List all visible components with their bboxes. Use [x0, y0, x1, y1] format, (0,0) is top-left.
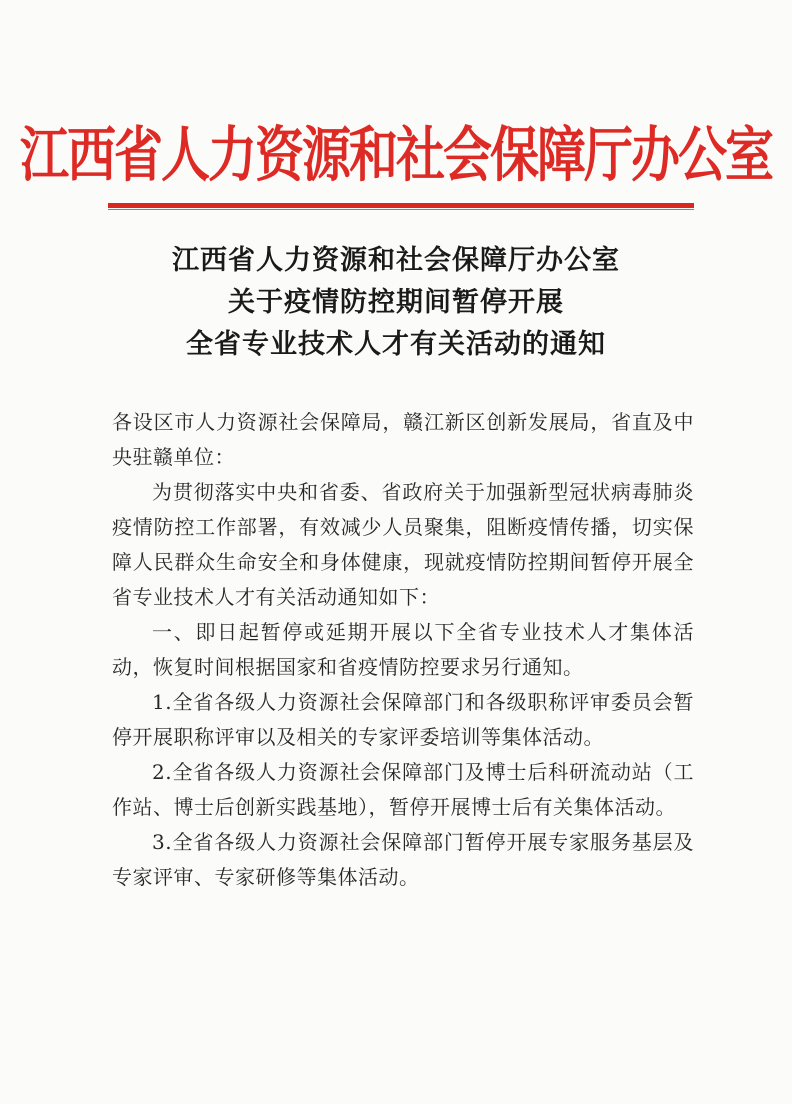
- title-line-2: 关于疫情防控期间暂停开展: [228, 287, 564, 318]
- section-1-paragraph: 一、即日起暂停或延期开展以下全省专业技术人才集体活动，恢复时间根据国家和省疫情防控要求另行通知。: [112, 620, 694, 679]
- item-3-paragraph: 3.全省各级人力资源社会保障部门暂停开展专家服务基层及专家评审、专家研修等集体活动。: [112, 830, 694, 889]
- title-line-1: 江西省人力资源和社会保障厅办公室: [172, 245, 620, 276]
- red-rule-thin: [108, 209, 694, 210]
- document-body: [112, 405, 694, 895]
- letterhead-org-name: 江西省人力资源和社会保障厅办公室: [19, 119, 772, 191]
- item-2-paragraph: 2.全省各级人力资源社会保障部门及博士后科研流动站（工作站、博士后创新实践基地），暂停开展博士后有关集体活动。: [112, 760, 694, 819]
- intro-paragraph: 为贯彻落实中央和省委、省政府关于加强新型冠状病毒肺炎疫情防控工作部署，有效减少人员聚集，阻断疫情传播，切实保障人民群众生命安全和身体健康，现就疫情防控期间暂停开展全省专业技术人才有关活动通知如下：: [112, 480, 694, 609]
- salutation: 各设区市人力资源社会保障局，赣江新区创新发展局，省直及中央驻赣单位：: [112, 410, 694, 469]
- document-title: [0, 240, 792, 366]
- item-1-paragraph: 1.全省各级人力资源社会保障部门和各级职称评审委员会暂停开展职称评审以及相关的专家评委培训等集体活动。: [112, 690, 694, 749]
- red-rule-thick: [108, 203, 694, 208]
- title-line-3: 全省专业技术人才有关活动的通知: [186, 329, 606, 360]
